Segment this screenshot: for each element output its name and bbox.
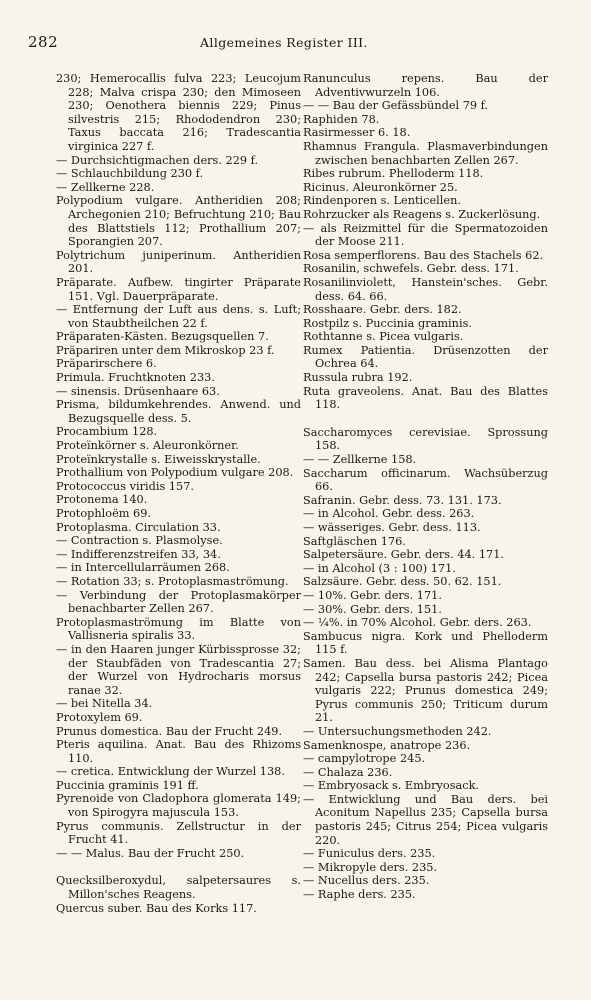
index-entry: Protococcus viridis 157. [56, 479, 194, 493]
index-entry: Protophloëm 69. [56, 507, 152, 520]
index-entry: — als Reizmittel für die Spermatozoiden der Moose 211. [303, 221, 548, 249]
index-entry: Präparirschere 6. [56, 357, 157, 371]
index-entry: Saftgläschen 176. [303, 534, 406, 548]
index-column-left [56, 72, 301, 915]
index-entry: — Zellkerne 228. [56, 180, 155, 194]
index-entry: Protoxylem 69. [56, 710, 143, 724]
index-entry: — Verbindung der Protoplasmakörper benachbarter Zellen 267. [56, 588, 301, 616]
index-entry: Quecksilberoxydul, salpetersaures s. Millon'sches Reagens. [56, 874, 301, 902]
index-entry: — Durchsichtigmachen ders. 229 f. [56, 153, 259, 167]
index-entry: Prunus domestica. Bau der Frucht 249. [56, 724, 283, 738]
index-entry: 230; Hemerocallis fulva 223; Leucojum 228; Malva crispa 230; den Mimoseen 230; Oenothera biennis 229; Pinus silvestris 215; Rhododendron 230; Taxus baccata 216; Tradescantia virginica 227 f. [56, 72, 301, 153]
index-entry: — ¼%. in 70% Alcohol. Gebr. ders. 263. [303, 616, 532, 630]
index-entry: Ribes rubrum. Phelloderm 118. [303, 167, 484, 181]
index-entry: Prothallium von Polypodium vulgare 208. [56, 466, 294, 480]
index-entry: — Nucellus ders. 235. [303, 874, 430, 888]
index-entry: — in Alcohol (3 : 100) 171. [303, 561, 456, 575]
index-entry: Proteïnkörner s. Aleuronkörner. [56, 439, 239, 453]
index-entry: — campylotrope 245. [303, 752, 426, 766]
index-entry: Pteris aquilina. Anat. Bau des Rhizoms 110. [56, 738, 301, 765]
index-entry: — Funiculus ders. 235. [303, 847, 436, 861]
index-entry: Rosanilinviolett, Hanstein'sches. Gebr. dess. 64. 66. [303, 275, 548, 303]
index-entry: — wässeriges. Gebr. dess. 113. [303, 521, 481, 534]
index-entry: Samenknospe, anatrope 236. [303, 738, 471, 752]
index-entry: — Embryosack s. Embryosack. [303, 779, 480, 793]
section-gap [303, 412, 548, 426]
index-entry: — cretica. Entwicklung der Wurzel 138. [56, 765, 285, 779]
index-entry: — in Alcohol. Gebr. dess. 263. [303, 507, 475, 521]
section-gap [56, 860, 301, 874]
index-entry: — — Malus. Bau der Frucht 250. [56, 846, 245, 860]
index-entry: Präpariren unter dem Mikroskop 23 f. [56, 343, 275, 357]
index-entry: Sambucus nigra. Kork und Phelloderm 115 f. [303, 629, 548, 657]
index-entry: Präparate. Aufbew. tingirter Präparate 151. Vgl. Dauerpräparate. [56, 275, 301, 303]
page-number: 282 [28, 33, 59, 51]
index-entry: — Mikropyle ders. 235. [303, 860, 438, 874]
index-column-right [303, 72, 548, 902]
index-entry: Ruta graveolens. Anat. Bau des Blattes 118. [303, 384, 548, 412]
index-entry: — Rotation 33; s. Protoplasmaströmung. [56, 574, 289, 588]
index-entry: Russula rubra 192. [303, 371, 413, 385]
index-entry: Rosa semperflorens. Bau des Stachels 62. [303, 248, 544, 262]
index-entry: Rindenporen s. Lenticellen. [303, 194, 461, 208]
index-entry: Rostpilz s. Puccinia graminis. [303, 316, 472, 330]
index-entry: Saccharum officinarum. Wachsüberzug 66. [303, 466, 548, 494]
page-header [28, 33, 548, 55]
index-entry: Protonema 140. [56, 493, 148, 507]
index-entry: — Indifferenzstreifen 33, 34. [56, 547, 221, 561]
index-entry: Ricinus. Aleuronkörner 25. [303, 180, 458, 194]
index-entry: — 10%. Gebr. ders. 171. [303, 588, 442, 602]
index-entry: Pyrenoide von Cladophora glomerata 149; von Spirogyra majuscula 153. [56, 792, 301, 820]
index-entry: Safranin. Gebr. dess. 73. 131. 173. [303, 493, 502, 507]
index-entry: — in den Haaren junger Kürbissprosse 32; der Staubfäden von Tradescantia 27; der Wurzel von Hydrocharis morsus ranae 32. [56, 642, 301, 697]
index-entry: — Entfernung der Luft aus dens. s. Luft; von Staubtheilchen 22 f. [56, 303, 301, 330]
index-entry: Rosanilin, schwefels. Gebr. dess. 171. [303, 262, 519, 276]
index-entry: — in Intercellularräumen 268. [56, 561, 230, 575]
index-entry: — 30%. Gebr. ders. 151. [303, 602, 442, 616]
index-entry: Primula. Fruchtknoten 233. [56, 371, 215, 385]
index-entry: Polypodium vulgare. Antheridien 208; Archegonien 210; Befruchtung 210; Bau des Blattstiels 112; Prothallium 207; Sporangien 207. [56, 194, 301, 249]
index-entry: Polytrichum juniperinum. Antheridien 201. [56, 248, 301, 276]
index-entry: Rosshaare. Gebr. ders. 182. [303, 303, 462, 317]
index-entry: Samen. Bau dess. bei Alisma Plantago 242; Capsella bursa pastoris 242; Picea vulgaris 222; Prunus domestica 249; Pyrus communis 250; Triticum durum 21. [303, 656, 548, 725]
index-entry: — Contraction s. Plasmolyse. [56, 534, 223, 548]
index-entry: — sinensis. Drüsenhaare 63. [56, 384, 220, 398]
index-entry: Präparaten-Kästen. Bezugsquellen 7. [56, 330, 269, 344]
index-entry: Proteïnkrystalle s. Eiweisskrystalle. [56, 452, 261, 466]
index-entry: Rasirmesser 6. 18. [303, 126, 411, 140]
index-entry: Salzsäure. Gebr. dess. 50. 62. 151. [303, 575, 502, 589]
index-entry: — Schlauchbildung 230 f. [56, 167, 204, 181]
index-entry: — Entwicklung und Bau ders. bei Aconitum Napellus 235; Capsella bursa pastoris 245; Citrus 254; Picea vulgaris 220. [303, 792, 548, 847]
index-entry: Rohrzucker als Reagens s. Zuckerlösung. [303, 207, 541, 221]
index-entry: — — Bau der Gefässbündel 79 f. [303, 99, 489, 113]
index-entry: — Chalaza 236. [303, 765, 393, 779]
index-entry: Protoplasmaströmung im Blatte von Vallisneria spiralis 33. [56, 615, 301, 643]
index-entry: Quercus suber. Bau des Korks 117. [56, 901, 257, 915]
index-entry: Pyrus communis. Zellstructur in der Frucht 41. [56, 819, 301, 847]
index-entry: Prisma, bildumkehrendes. Anwend. und Bezugsquelle dess. 5. [56, 398, 301, 425]
index-entry: Rumex Patientia. Drüsenzotten der Ochrea 64. [303, 343, 548, 371]
index-entry: Saccharomyces cerevisiae. Sprossung 158. [303, 425, 548, 453]
index-entry: Rhamnus Frangula. Plasmaverbindungen zwischen benachbarten Zellen 267. [303, 139, 548, 167]
index-entry: Protoplasma. Circulation 33. [56, 520, 221, 534]
index-entry: — Raphe ders. 235. [303, 888, 416, 902]
index-entry: Ranunculus repens. Bau der Adventivwurzeln 106. [303, 72, 548, 99]
index-entry: — bei Nitella 34. [56, 697, 153, 711]
running-title: Allgemeines Register III. [200, 35, 368, 50]
index-entry: Puccinia graminis 191 ff. [56, 778, 199, 792]
index-entry: Salpetersäure. Gebr. ders. 44. 171. [303, 548, 504, 562]
index-entry: Procambium 128. [56, 425, 158, 439]
index-entry: — — Zellkerne 158. [303, 453, 417, 467]
index-entry: — Untersuchungsmethoden 242. [303, 724, 492, 738]
index-entry: Rothtanne s. Picea vulgaris. [303, 330, 464, 344]
index-entry: Raphiden 78. [303, 112, 380, 126]
